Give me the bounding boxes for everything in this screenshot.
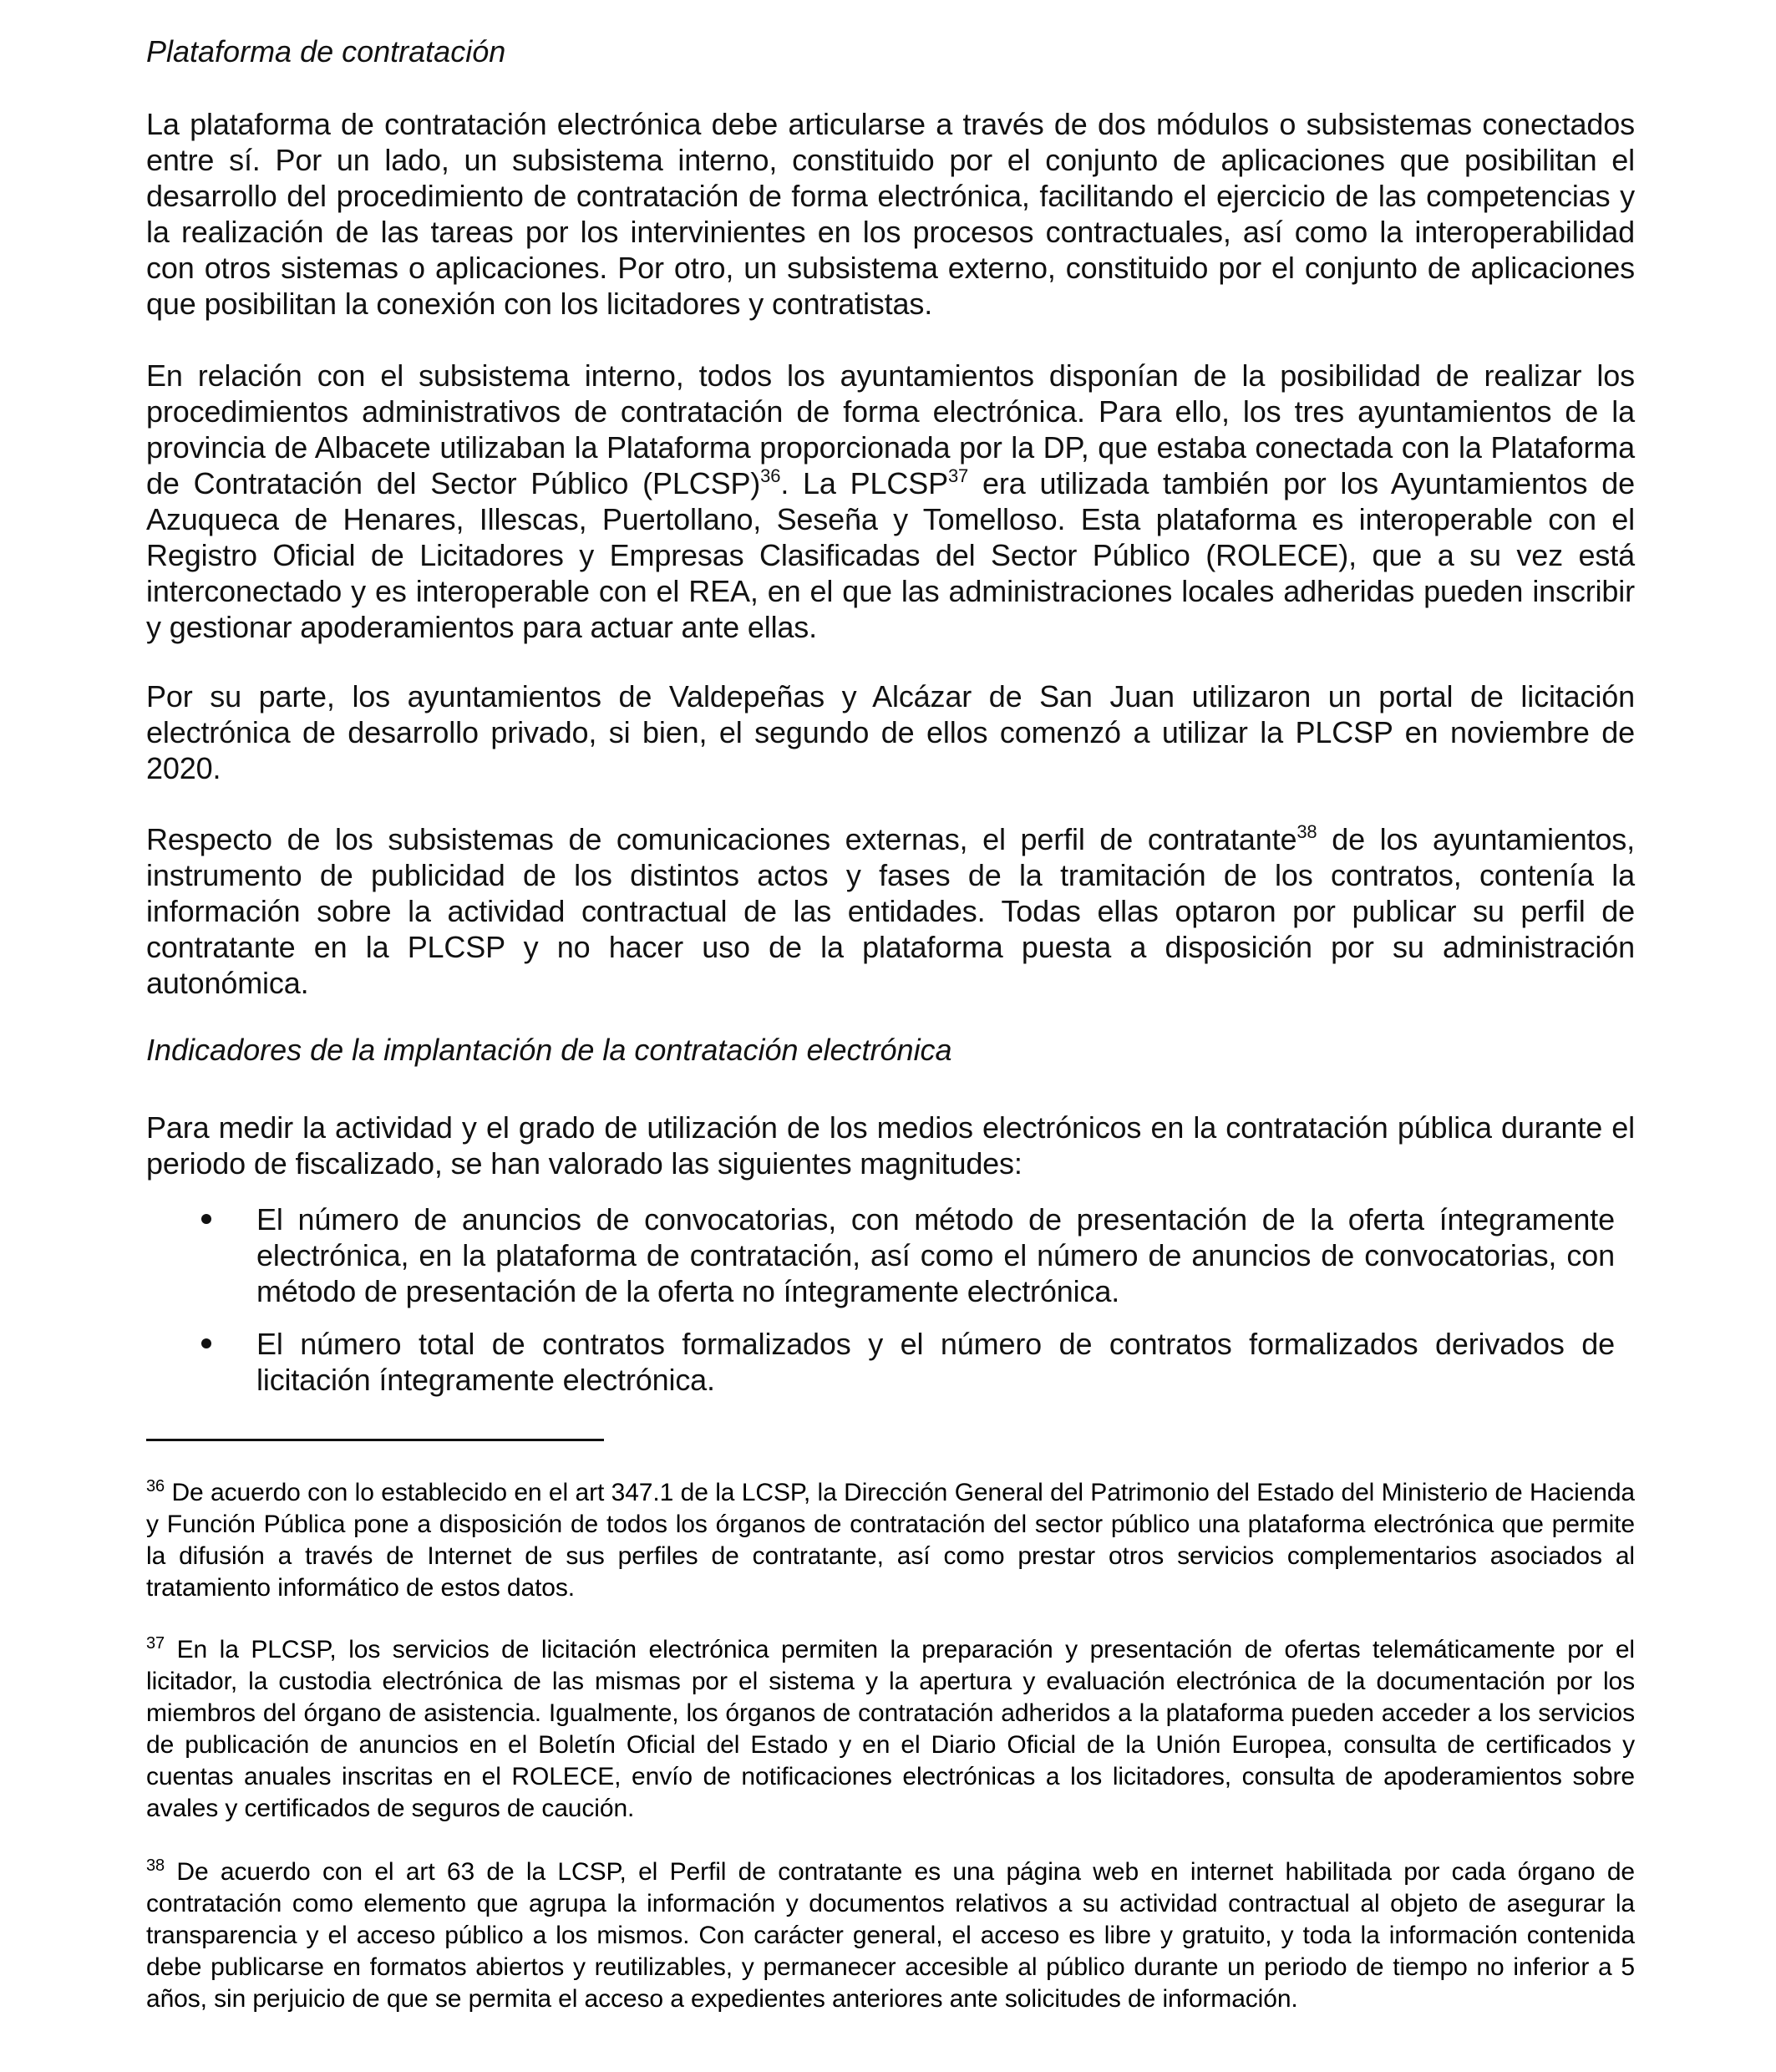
paragraph-intro-magnitudes: Para medir la actividad y el grado de utilización de los medios electrónicos en la contratación pública durante el periodo de fiscalizado, se han valorado las siguientes magnitudes:	[146, 1110, 1635, 1181]
list-item	[146, 1326, 1615, 1398]
paragraph-text: En relación con el subsistema interno, todos los ayuntamientos disponían de la posibilidad de realizar los procedimientos administrativos de contratación de forma electrónica. Para ello, los tres ayuntamientos de la provincia de Albacete utilizaban la Plataforma proporcionada por la DP, que estaba conectada con la Plataforma de Contratación del Sector Público (PLCSP)	[146, 358, 1635, 500]
footnote-37	[146, 1634, 1635, 1825]
footnote-ref-38[interactable]: 38	[1296, 821, 1317, 842]
footnote-separator	[146, 1439, 604, 1441]
footnote-36	[146, 1477, 1635, 1604]
footnote-text: De acuerdo con el art 63 de la LCSP, el Perfil de contratante es una página web en internet habilitada por cada órgano de contratación como elemento que agrupa la información y documentos relativos a su actividad contractual al objeto de asegurar la transparencia y el acceso público a los mismos. Con carácter general, el acceso es libre y gratuito, y toda la información contenida debe publicarse en formatos abiertos y reutilizables, y permanecer accesible al público durante un periodo de tiempo no inferior a 5 años, sin perjuicio de que se permita el acceso a expedientes anteriores ante solicitudes de información.	[146, 1858, 1635, 2013]
section-heading-plataforma: Plataforma de contratación	[146, 34, 506, 69]
section-heading-indicadores: Indicadores de la implantación de la contratación electrónica	[146, 1033, 952, 1067]
list-item	[146, 1201, 1615, 1309]
footnote-ref-36[interactable]: 36	[760, 465, 781, 486]
footnote-number: 38	[146, 1856, 165, 1875]
paragraph-valdepenas-alcazar: Por su parte, los ayuntamientos de Valdepeñas y Alcázar de San Juan utilizaron un portal de licitación electrónica de desarrollo privado, si bien, el segundo de ellos comenzó a utilizar la PLCSP en noviembre de 2020.	[146, 679, 1635, 785]
footnote-number: 36	[146, 1477, 165, 1496]
footnote-text: De acuerdo con lo establecido en el art 347.1 de la LCSP, la Dirección General del Patrimonio del Estado del Ministerio de Hacienda y Función Pública pone a disposición de todos los órganos de contratación del sector público una plataforma electrónica que permite la difusión a través de Internet de sus perfiles de contratante, así como prestar otros servicios complementarios asociados al tratamiento informático de estos datos.	[146, 1479, 1635, 1602]
bullet-icon	[201, 1214, 211, 1224]
paragraph-text: de los ayuntamientos, instrumento de publicidad de los distintos actos y fases de la tramitación de los contratos, contenía la información sobre la actividad contractual de las entidades. Todas ellas optaron por publicar su perfil de contratante en la PLCSP y no hacer uso de la plataforma puesta a disposición por su administración autonómica.	[146, 822, 1635, 1000]
paragraph-text: Respecto de los subsistemas de comunicaciones externas, el perfil de contratante	[146, 822, 1297, 856]
paragraph-comunicaciones-externas	[146, 821, 1635, 1001]
bullet-icon	[201, 1338, 211, 1348]
magnitudes-list	[146, 1201, 1635, 1398]
footnote-number: 37	[146, 1634, 165, 1653]
footnote-text: En la PLCSP, los servicios de licitación electrónica permiten la preparación y presentación de ofertas telemáticamente por el licitador, la custodia electrónica de las mismas por el sistema y la apertura y evaluación electrónica de la documentación por los miembros del órgano de asistencia. Igualmente, los órganos de contratación adheridos a la plataforma pueden acceder a los servicios de publicación de anuncios en el Boletín Oficial del Estado y en el Diario Oficial de la Unión Europea, consulta de certificados y cuentas anuales inscritas en el ROLECE, envío de notificaciones electrónicas a los licitadores, consulta de apoderamientos sobre avales y certificados de seguros de caución.	[146, 1636, 1635, 1822]
paragraph-text: era utilizada también por los Ayuntamientos de Azuqueca de Henares, Illescas, Puertollano, Seseña y Tomelloso. Esta plataforma es interoperable con el Registro Oficial de Licitadores y Empresas Clasificadas del Sector Público (ROLECE), que a su vez está interconectado y es interoperable con el REA, en el que las administraciones locales adheridas pueden inscribir y gestionar apoderamientos para actuar ante ellas.	[146, 466, 1635, 644]
footnote-38	[146, 1856, 1635, 2015]
list-item-text: El número de anuncios de convocatorias, con método de presentación de la oferta íntegramente electrónica, en la plataforma de contratación, así como el número de anuncios de convocatorias, con método de presentación de la oferta no íntegramente electrónica.	[256, 1202, 1615, 1308]
paragraph-subsistema-interno	[146, 358, 1635, 645]
paragraph-text: . La PLCSP	[780, 466, 948, 500]
list-item-text: El número total de contratos formalizados y el número de contratos formalizados derivados de licitación íntegramente electrónica.	[256, 1327, 1615, 1397]
paragraph-plataforma-modulos: La plataforma de contratación electrónica debe articularse a través de dos módulos o subsistemas conectados entre sí. Por un lado, un subsistema interno, constituido por el conjunto de aplicaciones que posibilitan el desarrollo del procedimiento de contratación de forma electrónica, facilitando el ejercicio de las competencias y la realización de las tareas por los intervinientes en los procesos contractuales, así como la interoperabilidad con otros sistemas o aplicaciones. Por otro, un subsistema externo, constituido por el conjunto de aplicaciones que posibilitan la conexión con los licitadores y contratistas.	[146, 107, 1635, 321]
footnote-ref-37[interactable]: 37	[947, 465, 969, 486]
